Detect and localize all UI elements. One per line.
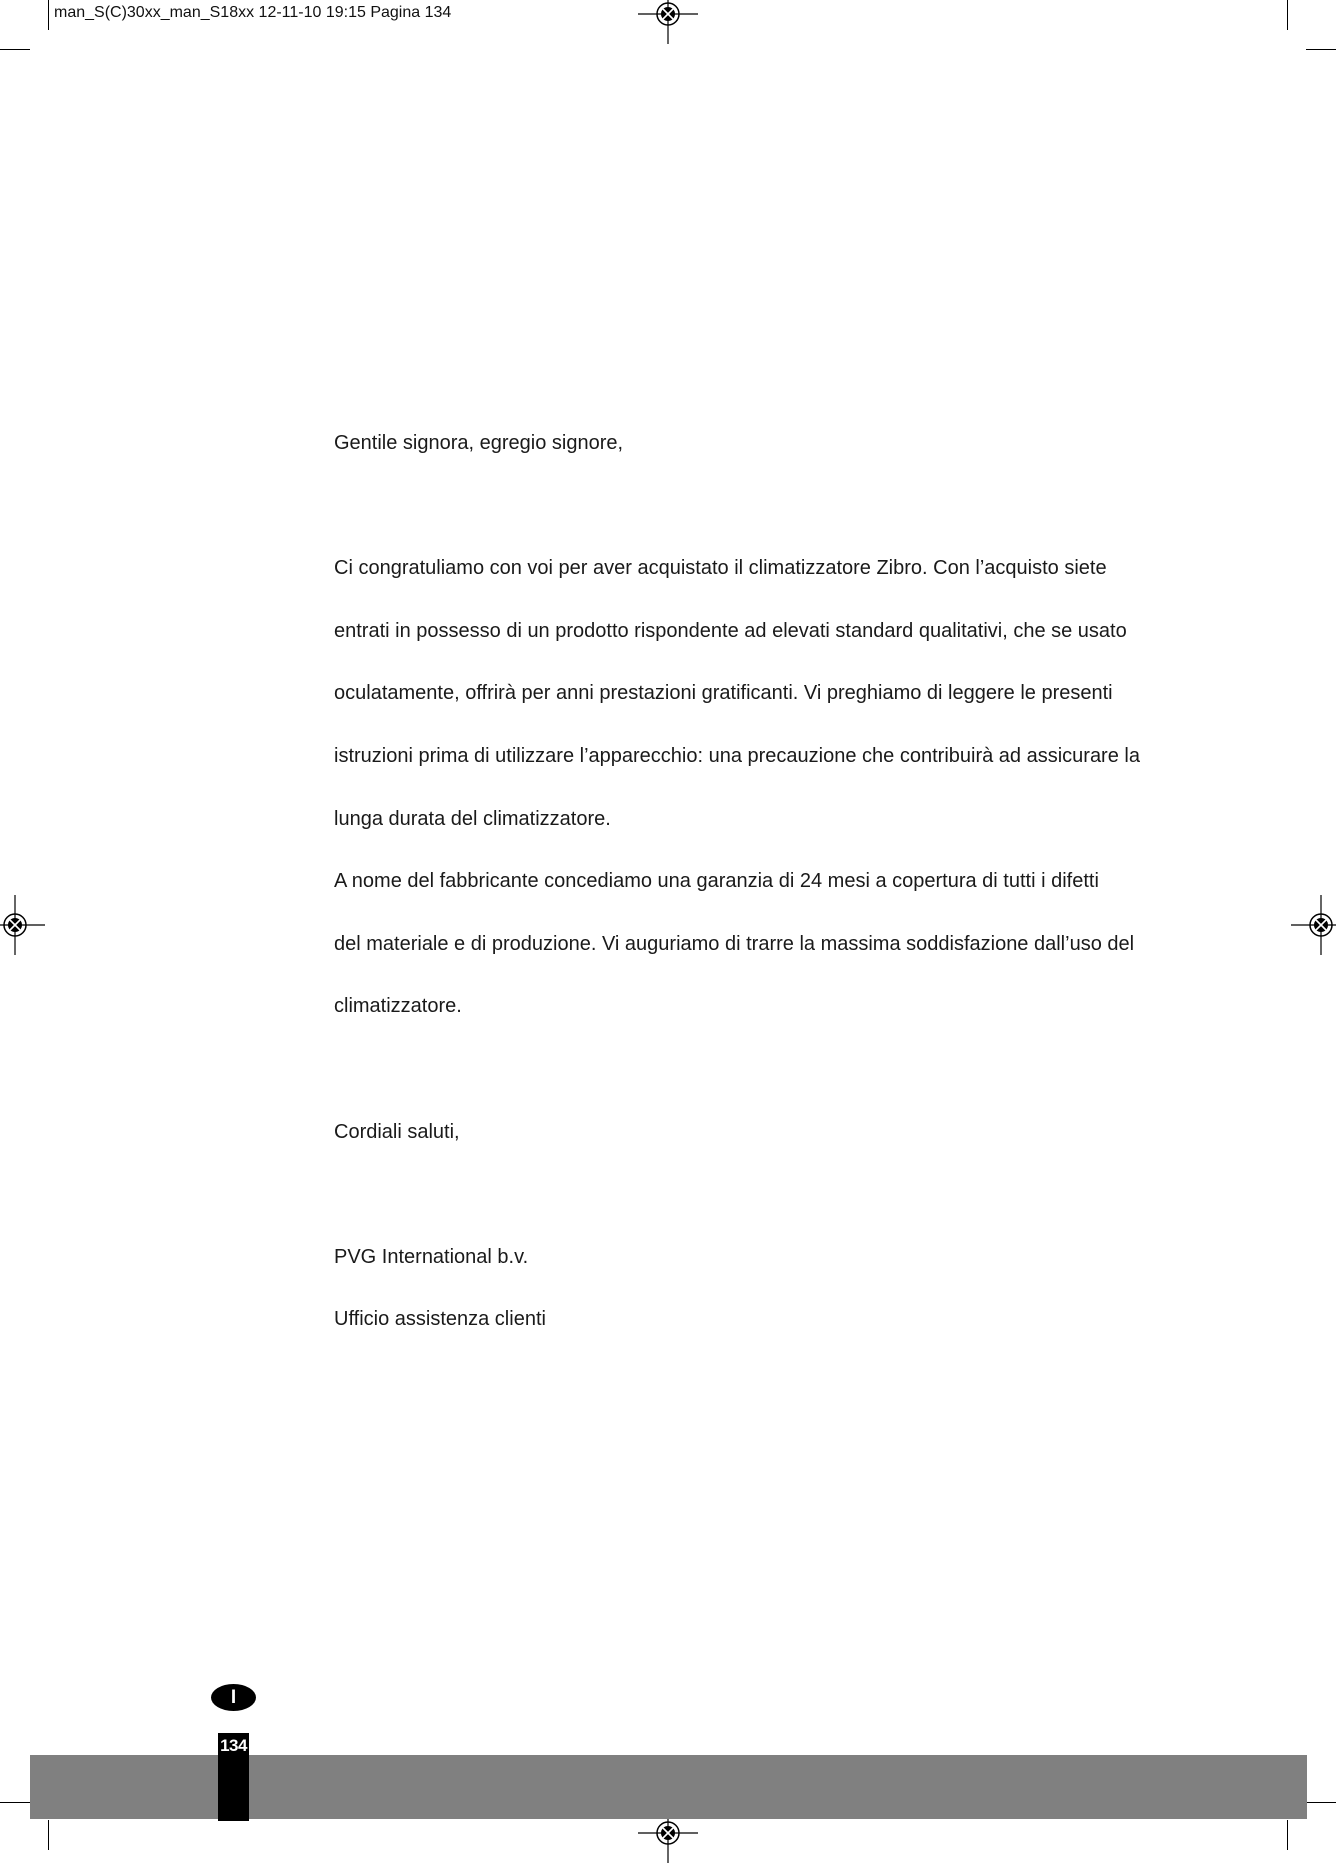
- letter-body-line: Ci congratuliamo con voi per aver acquistato il climatizzatore Zibro. Con l’acquisto siete: [334, 557, 1107, 580]
- letter-body-line: lunga durata del climatizzatore.: [334, 807, 611, 830]
- crop-mark-bottom-left-horizontal: [0, 1802, 30, 1803]
- print-slug-line: man_S(C)30xx_man_S18xx 12-11-10 19:15 Pagina 134: [54, 4, 452, 21]
- letter-body-line: del materiale e di produzione. Vi auguriamo di trarre la massima soddisfazione dall’uso del: [334, 932, 1135, 955]
- language-badge: I: [211, 1684, 256, 1711]
- letter-body-line: entrati in possesso di un prodotto rispondente ad elevati standard qualitativi, che se usato: [334, 619, 1127, 642]
- letter-closing: Cordiali saluti,: [334, 1120, 460, 1143]
- signature-department: Ufficio assistenza clienti: [334, 1308, 546, 1331]
- letter-body-line: oculatamente, offrirà per anni prestazioni gratificanti. Vi preghiamo di leggere le presenti: [334, 682, 1113, 705]
- letter-body-line: istruzioni prima di utilizzare l’apparecchio: una precauzione che contribuirà ad assicurare la: [334, 744, 1140, 767]
- crop-mark-bottom-right-horizontal: [1306, 1802, 1336, 1803]
- letter-body: [334, 412, 1214, 1351]
- crop-mark-top-right-vertical: [1287, 0, 1288, 30]
- crop-mark-top-right-horizontal: [1306, 49, 1336, 50]
- letter-body-line: A nome del fabbricante concediamo una garanzia di 24 mesi a copertura di tutti i difetti: [334, 870, 1099, 893]
- crop-mark-bottom-right-vertical: [1287, 1820, 1288, 1850]
- registration-mark-right-icon: [1289, 893, 1336, 957]
- registration-mark-top-icon: [636, 0, 700, 46]
- registration-mark-left-icon: [0, 893, 47, 957]
- crop-mark-bottom-left-vertical: [48, 1820, 49, 1850]
- letter-salutation: Gentile signora, egregio signore,: [334, 432, 624, 454]
- signature-company: PVG International b.v.: [334, 1245, 529, 1268]
- crop-mark-top-left-vertical: [48, 0, 49, 30]
- page-number: 134: [220, 1736, 247, 1755]
- crop-mark-top-left-horizontal: [0, 49, 30, 50]
- letter-body-line: climatizzatore.: [334, 995, 462, 1018]
